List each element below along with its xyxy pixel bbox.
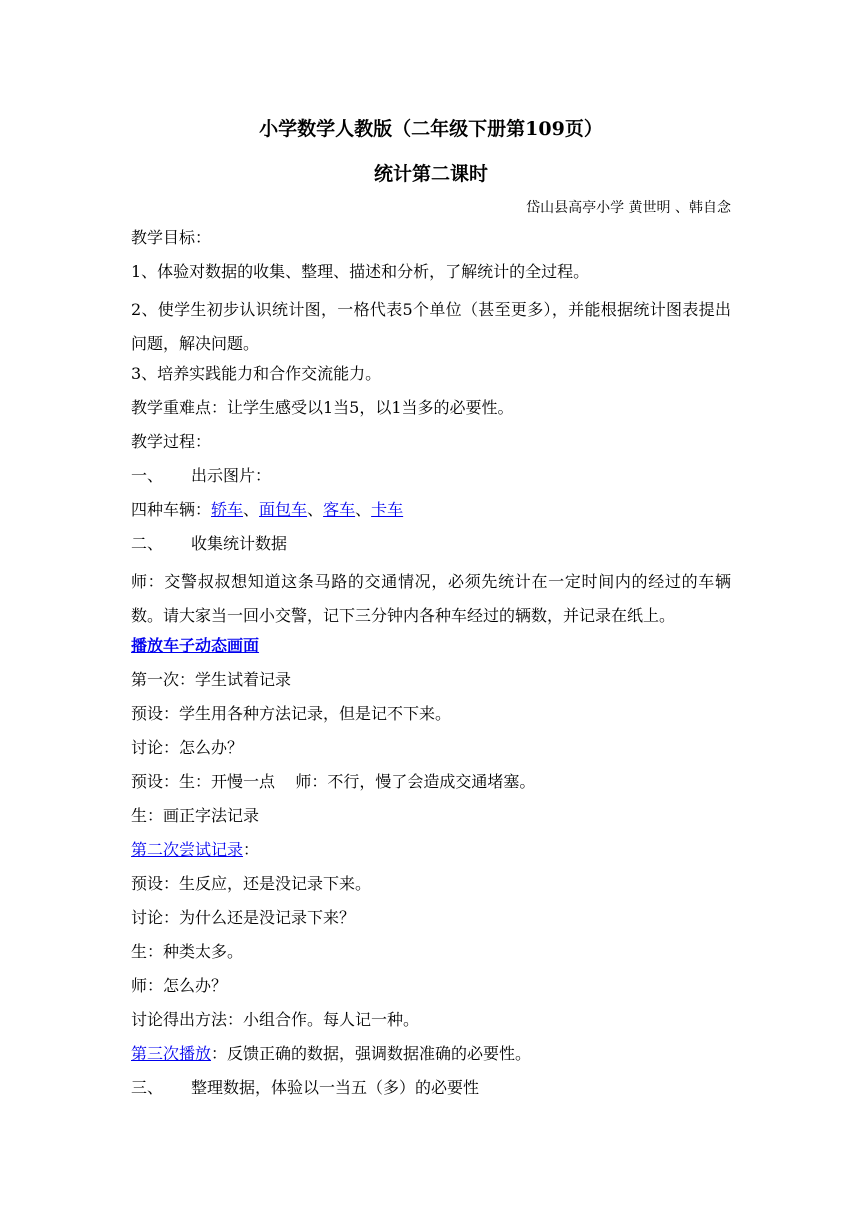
step-2 bbox=[131, 531, 287, 554]
key-points: 教学重难点：让学生感受以1当5，以1当多的必要性。 bbox=[131, 398, 514, 417]
vehicles-separator: 、 bbox=[307, 500, 324, 519]
link-sedan[interactable]: 轿车 bbox=[211, 500, 244, 519]
third-play-suffix: ：反馈正确的数据，强调数据准确的必要性。 bbox=[211, 1044, 532, 1063]
teacher-intro: 师：交警叔叔想知道这条马路的交通情况，必须先统计在一定时间内的经过的车辆数。请大家当一回小交警，记下三分钟内各种车经过的辆数，并记录在纸上。 bbox=[131, 572, 731, 625]
vehicles-separator: 、 bbox=[355, 500, 372, 519]
vehicles-prefix: 四种车辆： bbox=[131, 500, 212, 519]
step-3 bbox=[131, 1075, 479, 1098]
student-2: 生：种类太多。 bbox=[131, 942, 244, 961]
link-bus[interactable]: 客车 bbox=[323, 500, 356, 519]
step-3-text: 整理数据，体验以一当五（多）的必要性 bbox=[191, 1078, 480, 1097]
method-line: 讨论得出方法：小组合作。每人记一种。 bbox=[131, 1010, 420, 1029]
preset-2: 预设：生：开慢一点 师：不行，慢了会造成交通堵塞。 bbox=[131, 772, 536, 791]
preset-3: 预设：生反应，还是没记录下来。 bbox=[131, 874, 372, 893]
link-minibus[interactable]: 面包车 bbox=[259, 500, 308, 519]
step-2-number: 二、 bbox=[131, 534, 164, 553]
teacher-2: 师：怎么办？ bbox=[131, 976, 228, 995]
objective-1: 1、体验对数据的收集、整理、描述和分析，了解统计的全过程。 bbox=[131, 262, 590, 281]
objective-3: 3、培养实践能力和合作交流能力。 bbox=[131, 364, 382, 383]
step-1-number: 一、 bbox=[131, 466, 164, 485]
step-3-number: 三、 bbox=[131, 1078, 164, 1097]
objectives-heading: 教学目标： bbox=[131, 228, 212, 247]
step-2-text: 收集统计数据 bbox=[191, 534, 288, 553]
vehicles-line bbox=[131, 497, 403, 520]
second-try-suffix: ： bbox=[243, 840, 260, 859]
play-animation-link[interactable]: 播放车子动态画面 bbox=[131, 636, 260, 655]
second-try-link[interactable]: 第二次尝试记录 bbox=[131, 840, 244, 859]
student-1: 生：画正字法记录 bbox=[131, 806, 260, 825]
play-link-line bbox=[131, 633, 259, 656]
document-subtitle: 统计第二课时 bbox=[373, 163, 488, 185]
step-1 bbox=[131, 463, 271, 486]
discuss-1: 讨论：怎么办？ bbox=[131, 738, 244, 757]
document-title: 小学数学人教版（二年级下册第109页） bbox=[259, 118, 603, 140]
author-line: 岱山县高亭小学 黄世明 、韩自念 bbox=[526, 200, 731, 216]
preset-1: 预设：学生用各种方法记录，但是记不下来。 bbox=[131, 704, 452, 723]
vehicles-separator: 、 bbox=[243, 500, 260, 519]
step-1-text: 出示图片： bbox=[191, 466, 272, 485]
second-try-line bbox=[131, 837, 259, 860]
link-truck[interactable]: 卡车 bbox=[371, 500, 404, 519]
objective-2: 2、使学生初步认识统计图，一格代表5个单位（甚至更多），并能根据统计图表提出问题，解决问题。 bbox=[131, 300, 731, 353]
third-play-line bbox=[131, 1041, 531, 1064]
process-heading: 教学过程： bbox=[131, 432, 212, 451]
first-try: 第一次：学生试着记录 bbox=[131, 670, 292, 689]
third-play-link[interactable]: 第三次播放 bbox=[131, 1044, 212, 1063]
discuss-2: 讨论：为什么还是没记录下来？ bbox=[131, 908, 356, 927]
